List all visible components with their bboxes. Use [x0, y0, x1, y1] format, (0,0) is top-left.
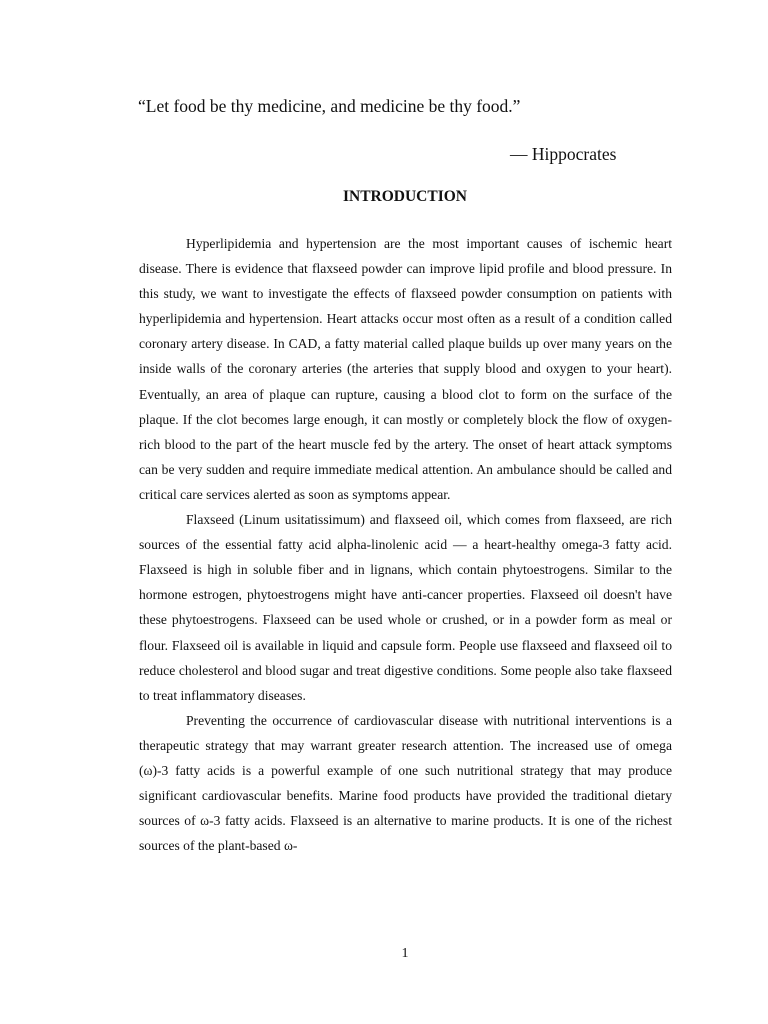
epigraph-author: — Hippocrates: [510, 144, 617, 164]
page-number: 1: [401, 946, 409, 961]
section-heading: INTRODUCTION: [342, 188, 467, 205]
epigraph-quote: “Let food be thy medicine, and medicine be thy food.”: [138, 96, 521, 116]
paragraph-2: Flaxseed (Linum usitatissimum) and flaxseed oil, which comes from flaxseed, are rich sources of the essential fatty acid alpha-linolenic acid — a heart-healthy omega-3 fatty acid. Flaxseed is high in soluble fiber and in lignans, which contain phytoestrogens. Similar to the hormone estrogen, phytoestrogens might have anti-cancer properties. Flaxseed oil doesn't have these phytoestrogens. Flaxseed can be used whole or crushed, or in a powder form as meal or flour. Flaxseed oil is available in liquid and capsule form. People use flaxseed and flaxseed oil to reduce cholesterol and blood sugar and treat digestive conditions. Some people also take flaxseed to treat inflammatory diseases.: [139, 512, 672, 703]
section-body: [139, 231, 672, 858]
paragraph-3: Preventing the occurrence of cardiovascular disease with nutritional interventions is a therapeutic strategy that may warrant greater research attention. The increased use of omega (ω)-3 fatty acids is a powerful example of one such nutritional strategy that may produce significant cardiovascular benefits. Marine food products have provided the traditional dietary sources of ω-3 fatty acids. Flaxseed is an alternative to marine products. It is one of the richest sources of the plant-based ω-: [139, 712, 672, 854]
paragraph-1: Hyperlipidemia and hypertension are the most important causes of ischemic heart disease. There is evidence that flaxseed powder can improve lipid profile and blood pressure. In this study, we want to investigate the effects of flaxseed powder consumption on patients with hyperlipidemia and hypertension. Heart attacks occur most often as a result of a condition called coronary artery disease. In CAD, a fatty material called plaque builds up over many years on the inside walls of the coronary arteries (the arteries that supply blood and oxygen to your heart). Eventually, an area of plaque can rupture, causing a blood clot to form on the surface of the plaque. If the clot becomes large enough, it can mostly or completely block the flow of oxygen-rich blood to the part of the heart muscle fed by the artery. The onset of heart attack symptoms can be very sudden and require immediate medical attention. An ambulance should be called and critical care services alerted as soon as symptoms appear.: [139, 236, 672, 502]
